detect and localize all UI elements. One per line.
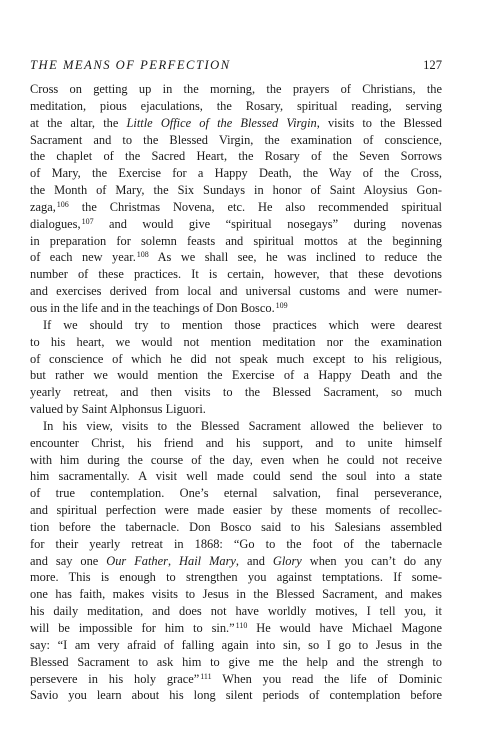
text-line [30, 637, 442, 654]
line-text: , [167, 553, 180, 568]
text-line [30, 81, 442, 98]
line-text: , visits to the Blessed [316, 115, 442, 130]
text-line [30, 367, 442, 384]
text-line [30, 468, 442, 485]
page-number: 127 [423, 58, 442, 72]
line-text: the Month of Mary, the Six Sundays in honor of Saint Aloysius Gon- [30, 183, 442, 198]
line-text: and say one [30, 553, 107, 568]
text-line [30, 165, 442, 182]
body-text [30, 81, 442, 704]
line-text: tion before the tabernacle. Don Bosco said to his Salesians assembled [30, 519, 442, 534]
footnote-ref: 109 [275, 300, 288, 310]
text-line [30, 132, 442, 149]
text-line [30, 519, 442, 536]
line-text: will be impossible for him to sin.” [30, 621, 235, 635]
line-text: , and [235, 553, 273, 568]
text-line [30, 249, 442, 266]
line-text: of Mary, the Exercise for a Happy Death, the Way of the Cross, [30, 166, 442, 181]
text-line [30, 452, 442, 469]
line-text: yearly retreat, and then visits to the Blessed Sacrament, so much [30, 385, 442, 400]
line-text: In his view, visits to the Blessed Sacrament allowed the believer to [43, 418, 442, 433]
italic-title: Glory [272, 553, 302, 568]
italic-title: Our Father [106, 553, 168, 568]
line-text: If we should try to mention those practices which were dearest [43, 317, 442, 332]
text-line [30, 687, 442, 704]
line-text: zaga, [30, 199, 56, 214]
text-line [30, 586, 442, 603]
line-text: encounter Christ, his friend and his support, and to unite himself [30, 435, 442, 450]
running-head: THE MEANS OF PERFECTION [30, 58, 231, 72]
line-text: He would have Michael Magone [247, 621, 442, 635]
footnote-ref: 108 [136, 250, 149, 260]
line-text: at the altar, the [30, 115, 127, 130]
line-text: and spiritual perfection were made easier by these moments of recollec- [30, 503, 442, 518]
line-text: persevere in his holy grace” [30, 671, 200, 686]
footnote-ref: 107 [81, 216, 94, 226]
text-line [30, 401, 442, 418]
text-line [30, 182, 442, 199]
line-text: Cross on getting up in the morning, the prayers of Christians, the [30, 82, 442, 96]
line-text: ous in the life and in the teachings of Don Bosco. [30, 300, 275, 315]
text-line [30, 553, 442, 570]
line-text: When you read the life of Dominic [211, 671, 442, 686]
page-header [30, 58, 442, 76]
line-text: Savio you learn about his long silent periods of contemplation before [30, 688, 442, 703]
text-line [30, 351, 442, 368]
line-text: Blessed Sacrament to ask him to give me the help and the strengh to [30, 654, 442, 669]
text-line [30, 654, 442, 671]
line-text: the chaplet of the Sacred Heart, the Rosary of the Seven Sorrows [30, 149, 442, 164]
text-line [30, 300, 442, 317]
text-line [30, 233, 442, 250]
text-line [30, 671, 442, 688]
line-text: and would give “spiritual nosegays” during novenas [93, 216, 442, 231]
line-text: one has faith, makes visits to Jesus in the Blessed Sacrament, and makes [30, 587, 442, 602]
line-text: him sacramentally. A visit well made could send the soul into a state [30, 469, 442, 484]
text-line [30, 334, 442, 351]
italic-title: Hail Mary [179, 553, 236, 568]
text-line [30, 98, 442, 115]
line-text: say: “I am very afraid of falling again into sin, so I go to Jesus in the [30, 637, 442, 652]
line-text: Sacrament and to the Blessed Virgin, the examination of conscience, [30, 132, 442, 147]
text-line [30, 115, 442, 132]
line-text: with him during the course of the day, even when he could not receive [30, 452, 442, 467]
text-line [30, 317, 442, 334]
text-line [30, 148, 442, 165]
text-line [30, 199, 442, 216]
line-text: of true contemplation. One’s eternal salvation, final perseverance, [30, 486, 442, 501]
text-line [30, 418, 442, 435]
text-line [30, 435, 442, 452]
footnote-ref: 110 [235, 621, 248, 630]
line-text: and exercises derived from local and universal customs and were numer- [30, 284, 442, 299]
line-text: meditation, pious ejaculations, the Rosary, spiritual reading, serving [30, 98, 442, 113]
text-line [30, 266, 442, 283]
line-text: As we shall see, he was inclined to reduce the [148, 250, 442, 265]
text-line [30, 502, 442, 519]
text-line [30, 603, 442, 620]
text-line [30, 283, 442, 300]
text-line [30, 216, 442, 233]
text-line [30, 384, 442, 401]
line-text: when you can’t do any [301, 553, 442, 568]
line-text: for their yearly retreat in 1868: “Go to the foot of the tabernacle [30, 536, 442, 551]
line-text: the Christmas Novena, etc. He also recommended spiritual [68, 199, 442, 214]
line-text: of conscience of which he did not speak much except to his religious, [30, 351, 442, 366]
footnote-ref: 111 [200, 671, 212, 681]
text-line [30, 536, 442, 553]
line-text: valued by Saint Alphonsus Liguori. [30, 402, 206, 417]
line-text: in preparation for solemn feasts and spiritual mottos at the beginning [30, 233, 442, 248]
line-text: but rather we would mention the Exercise of a Happy Death and the [30, 368, 442, 383]
footnote-ref: 106 [56, 199, 69, 209]
text-line [30, 485, 442, 502]
line-text: number of these practices. It is certain, however, that these devotions [30, 267, 442, 282]
line-text: of each new year. [30, 250, 136, 265]
line-text: to his heart, we would not mention meditation nor the examination [30, 334, 442, 349]
italic-title: Little Office of the Blessed Virgin [126, 115, 317, 130]
text-line [30, 620, 442, 637]
line-text: dialogues, [30, 216, 81, 231]
line-text: his daily meditation, and does not have worldly motives, I tell you, it [30, 604, 442, 619]
line-text: more. This is enough to strengthen you against temptations. If some- [30, 570, 442, 585]
text-line [30, 569, 442, 586]
